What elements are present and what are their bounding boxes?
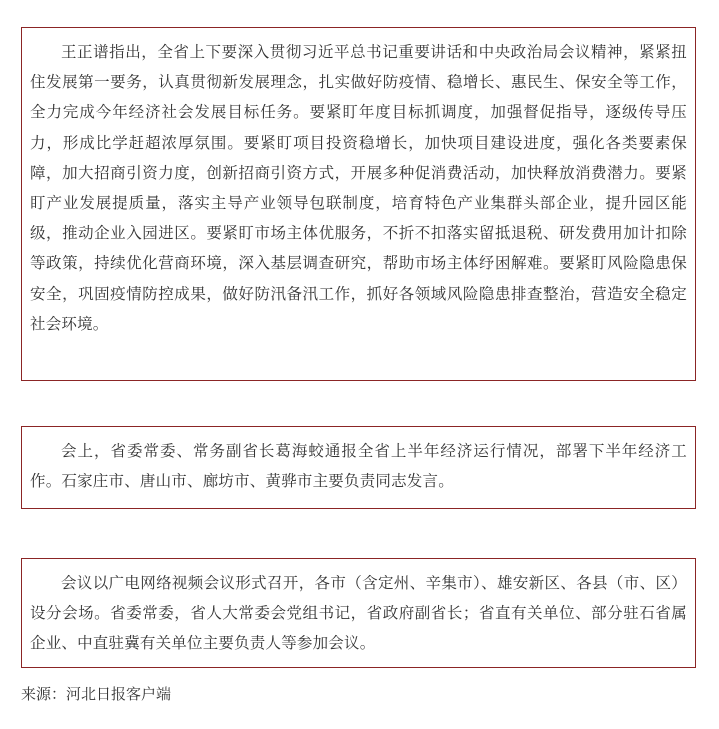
paragraph-box-1 bbox=[21, 27, 696, 381]
paragraph-text-3: 会议以广电网络视频会议形式召开，各市（含定州、辛集市）、雄安新区、各县（市、区）设分会场。省委常委，省人大常委会党组书记，省政府副省长；省直有关单位、部分驻石省属企业、中直驻冀有关单位主要负责人等参加会议。 bbox=[30, 574, 687, 653]
paragraph-text-1: 王正谱指出，全省上下要深入贯彻习近平总书记重要讲话和中央政治局会议精神，紧紧扭住发展第一要务，认真贯彻新发展理念，扎实做好防疫情、稳增长、惠民生、保安全等工作，全力完成今年经济社会发展目标任务。要紧盯年度目标抓调度，加强督促指导，逐级传导压力，形成比学赶超浓厚氛围。要紧盯项目投资稳增长，加快项目建设进度，强化各类要素保障，加大招商引资力度，创新招商引资方式，开展多种促消费活动，加快释放消费潜力。要紧盯产业发展提质量，落实主导产业领导包联制度，培育特色产业集群头部企业，提升园区能级，推动企业入园进区。要紧盯市场主体优服务，不折不扣落实留抵退税、研发费用加计扣除等政策，持续优化营商环境，深入基层调查研究，帮助市场主体纾困解难。要紧盯风险隐患保安全，巩固疫情防控成果，做好防汛备汛工作，抓好各领域风险隐患排查整治，营造安全稳定社会环境。 bbox=[30, 43, 687, 333]
paragraph-box-3 bbox=[21, 558, 696, 668]
paragraph-box-2 bbox=[21, 426, 696, 509]
paragraph-text-2: 会上，省委常委、常务副省长葛海蛟通报全省上半年经济运行情况，部署下半年经济工作。石家庄市、唐山市、廊坊市、黄骅市主要负责同志发言。 bbox=[30, 442, 687, 491]
source-attribution: 来源：河北日报客户端 bbox=[21, 685, 172, 703]
